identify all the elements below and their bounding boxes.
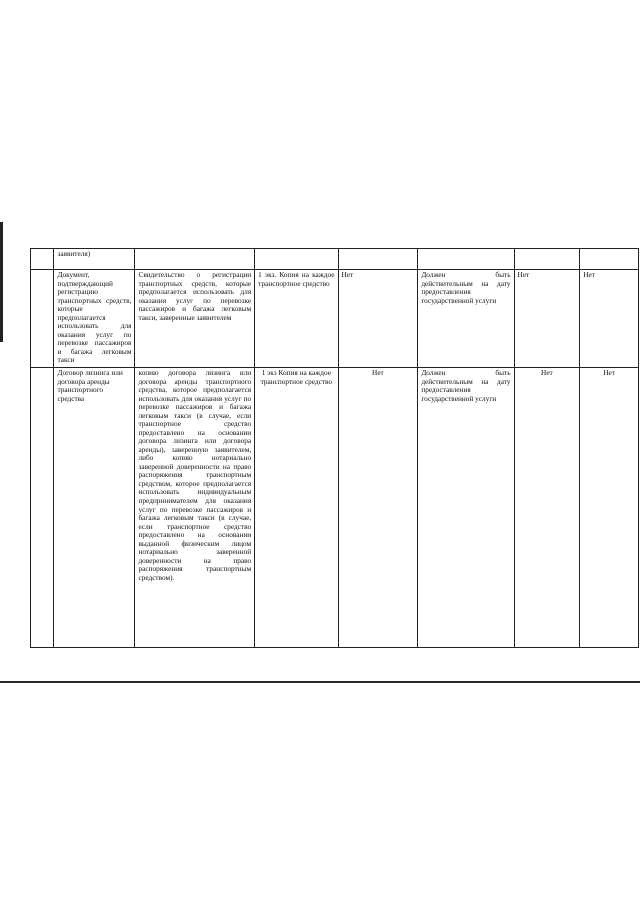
table-cell-document-name: Документ, подтверждающий регистрацию транспортных средств, которые предполагается использовать для оказания услуг по перевозке пассажиров и багажа легковым такси xyxy=(54,270,135,368)
scan-edge-mark xyxy=(0,222,3,342)
table-cell-requirements: Должен быть действительным на дату предоставления государственной услуги xyxy=(418,368,514,648)
table-cell-description: Свидетельство о регистрации транспортных средств, которые предполагается использовать для оказания услуг по перевозке пассажиров и багажа легковым такси, заверенные заявителем xyxy=(135,270,255,368)
table-row xyxy=(31,368,639,648)
table-row xyxy=(31,270,639,368)
table-cell-copies: 1 экз Копия на каждое транспортное средство xyxy=(255,368,338,648)
table-cell-copies xyxy=(255,249,338,270)
table-cell-requirements: Должен быть действительным на дату предоставления государственной услуги xyxy=(418,270,514,368)
table-cell-number xyxy=(31,249,54,270)
table-cell-description xyxy=(135,249,255,270)
table-cell-document-name: Договор лизинга или договора аренды транспортного средства xyxy=(54,368,135,648)
table-cell-form: Нет xyxy=(514,368,580,648)
table-cell-form: Нет xyxy=(514,270,580,368)
table-row xyxy=(31,249,639,270)
table-cell-number xyxy=(31,270,54,368)
table-cell-description: копию договора лизинга или договора аренды транспортного средства, которое предполагается использовать для оказания услуг по перевозке пассажиров и багажа легковым такси (в случае, если транспортное средство предоставлено на основании договора лизинга или договора аренды), заверенную заявителем, либо копию нотариально заверенной доверенности на право распоряжения транспортным средством, которое предполагается использовать индивидуальным предпринимателем для оказания услуг по перевозке пассажиров и багажа легковым такси (в случае, если транспортное средство предоставлено на основании выданной физическим лицом нотариально заверенной доверенности на право распоряжения транспортным средством). xyxy=(135,368,255,648)
table-cell-sample xyxy=(580,249,639,270)
document-table xyxy=(30,248,639,648)
table-cell-condition: Нет xyxy=(338,270,418,368)
table-cell-condition: Нет xyxy=(338,368,418,648)
table-cell-requirements xyxy=(418,249,514,270)
table-cell-condition xyxy=(338,249,418,270)
page-bottom-rule xyxy=(0,681,640,683)
table-cell-number xyxy=(31,368,54,648)
table-cell-form xyxy=(514,249,580,270)
table-cell-sample: Нет xyxy=(580,270,639,368)
table-cell-copies: 1 экз. Копия на каждое транспортное средство xyxy=(255,270,338,368)
table-cell-sample: Нет xyxy=(580,368,639,648)
table-cell-document-name: заявителя) xyxy=(54,249,135,270)
